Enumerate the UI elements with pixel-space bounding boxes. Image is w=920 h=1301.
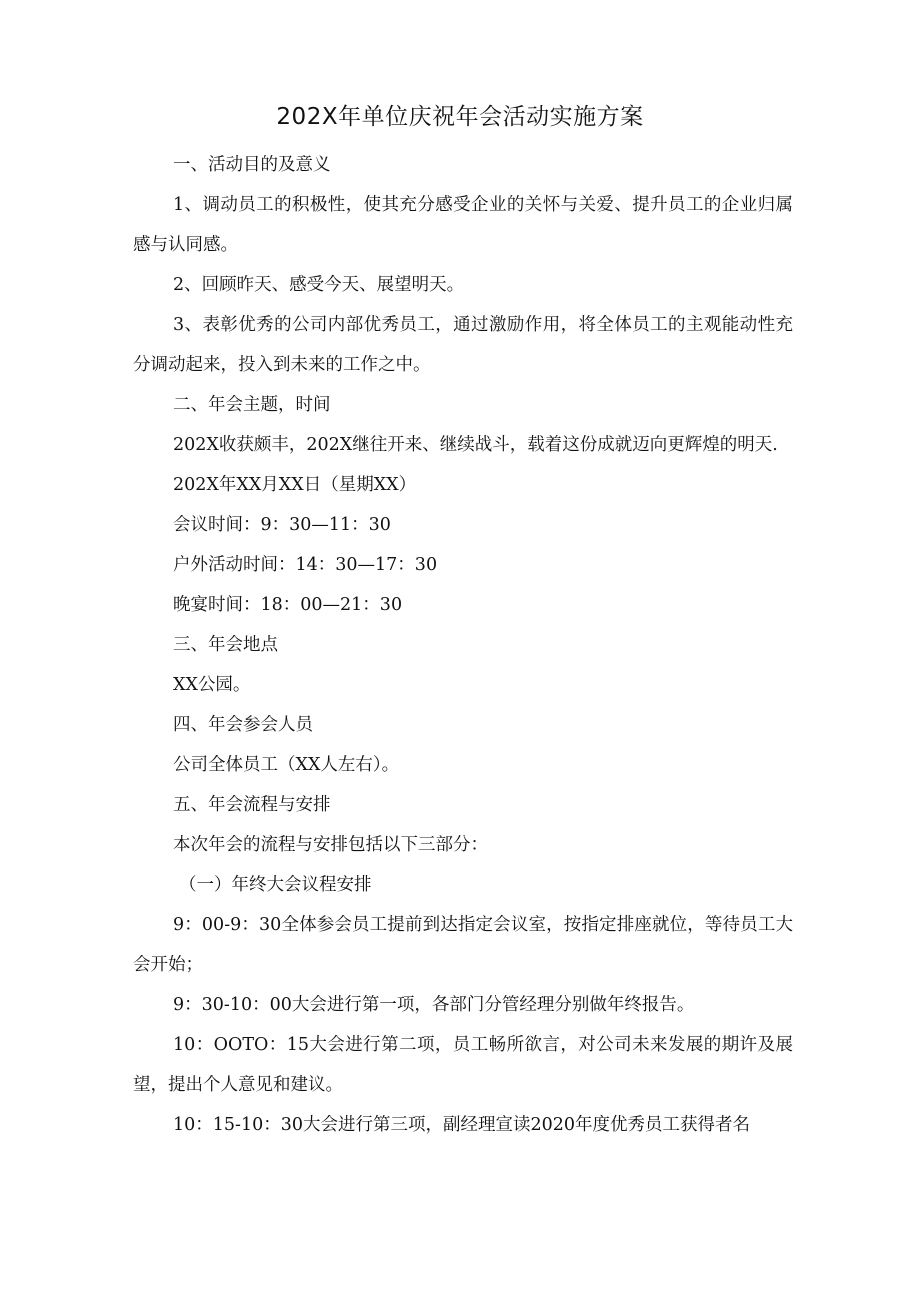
paragraph-agenda-2: 9：30-10：00大会进行第一项，各部门分管经理分别做年终报告。 xyxy=(173,995,695,1015)
paragraph-meeting-time: 会议时间：9：30—11：30 xyxy=(173,515,391,535)
paragraph-agenda-3: 10：OOTO：15大会进行第二项，员工畅所欲言，对公司未来发展的期许及展望，提出个人意见和建议。 xyxy=(133,1035,793,1095)
subsection-heading-agenda: （一）年终大会议程安排 xyxy=(179,875,372,895)
section-heading-attendees: 四、年会参会人员 xyxy=(173,715,313,735)
document-body xyxy=(133,145,793,1145)
paragraph-attendees: 公司全体员工（XX人左右）。 xyxy=(173,755,400,775)
section-heading-process: 五、年会流程与安排 xyxy=(173,795,331,815)
paragraph-purpose-1: 1、调动员工的积极性，使其充分感受企业的关怀与关爱、提升员工的企业归属感与认同感。 xyxy=(133,195,793,255)
document-title: 202X年单位庆祝年会活动实施方案 xyxy=(276,104,644,130)
section-heading-theme-time: 二、年会主题，时间 xyxy=(173,395,331,415)
paragraph-location: XX公园。 xyxy=(173,675,251,695)
paragraph-agenda-1: 9：00-9：30全体参会员工提前到达指定会议室，按指定排座就位，等待员工大会开始； xyxy=(133,915,793,975)
paragraph-process-intro: 本次年会的流程与安排包括以下三部分： xyxy=(173,835,488,855)
paragraph-dinner-time: 晚宴时间：18：00—21：30 xyxy=(173,595,403,615)
paragraph-purpose-3: 3、表彰优秀的公司内部优秀员工，通过激励作用，将全体员工的主观能动性充分调动起来，投入到未来的工作之中。 xyxy=(133,315,793,375)
paragraph-agenda-4: 10：15-10：30大会进行第三项，副经理宣读2020年度优秀员工获得者名 xyxy=(173,1115,751,1135)
paragraph-theme: 202X收获颇丰，202X继往开来、继续战斗，载着这份成就迈向更辉煌的明天. xyxy=(173,435,778,455)
paragraph-purpose-2: 2、回顾昨天、感受今天、展望明天。 xyxy=(173,275,465,295)
section-heading-purpose: 一、活动目的及意义 xyxy=(173,155,331,175)
section-heading-location: 三、年会地点 xyxy=(173,635,278,655)
paragraph-date: 202X年XX月XX日（星期XX） xyxy=(173,475,417,495)
paragraph-outdoor-time: 户外活动时间：14：30—17：30 xyxy=(173,555,438,575)
